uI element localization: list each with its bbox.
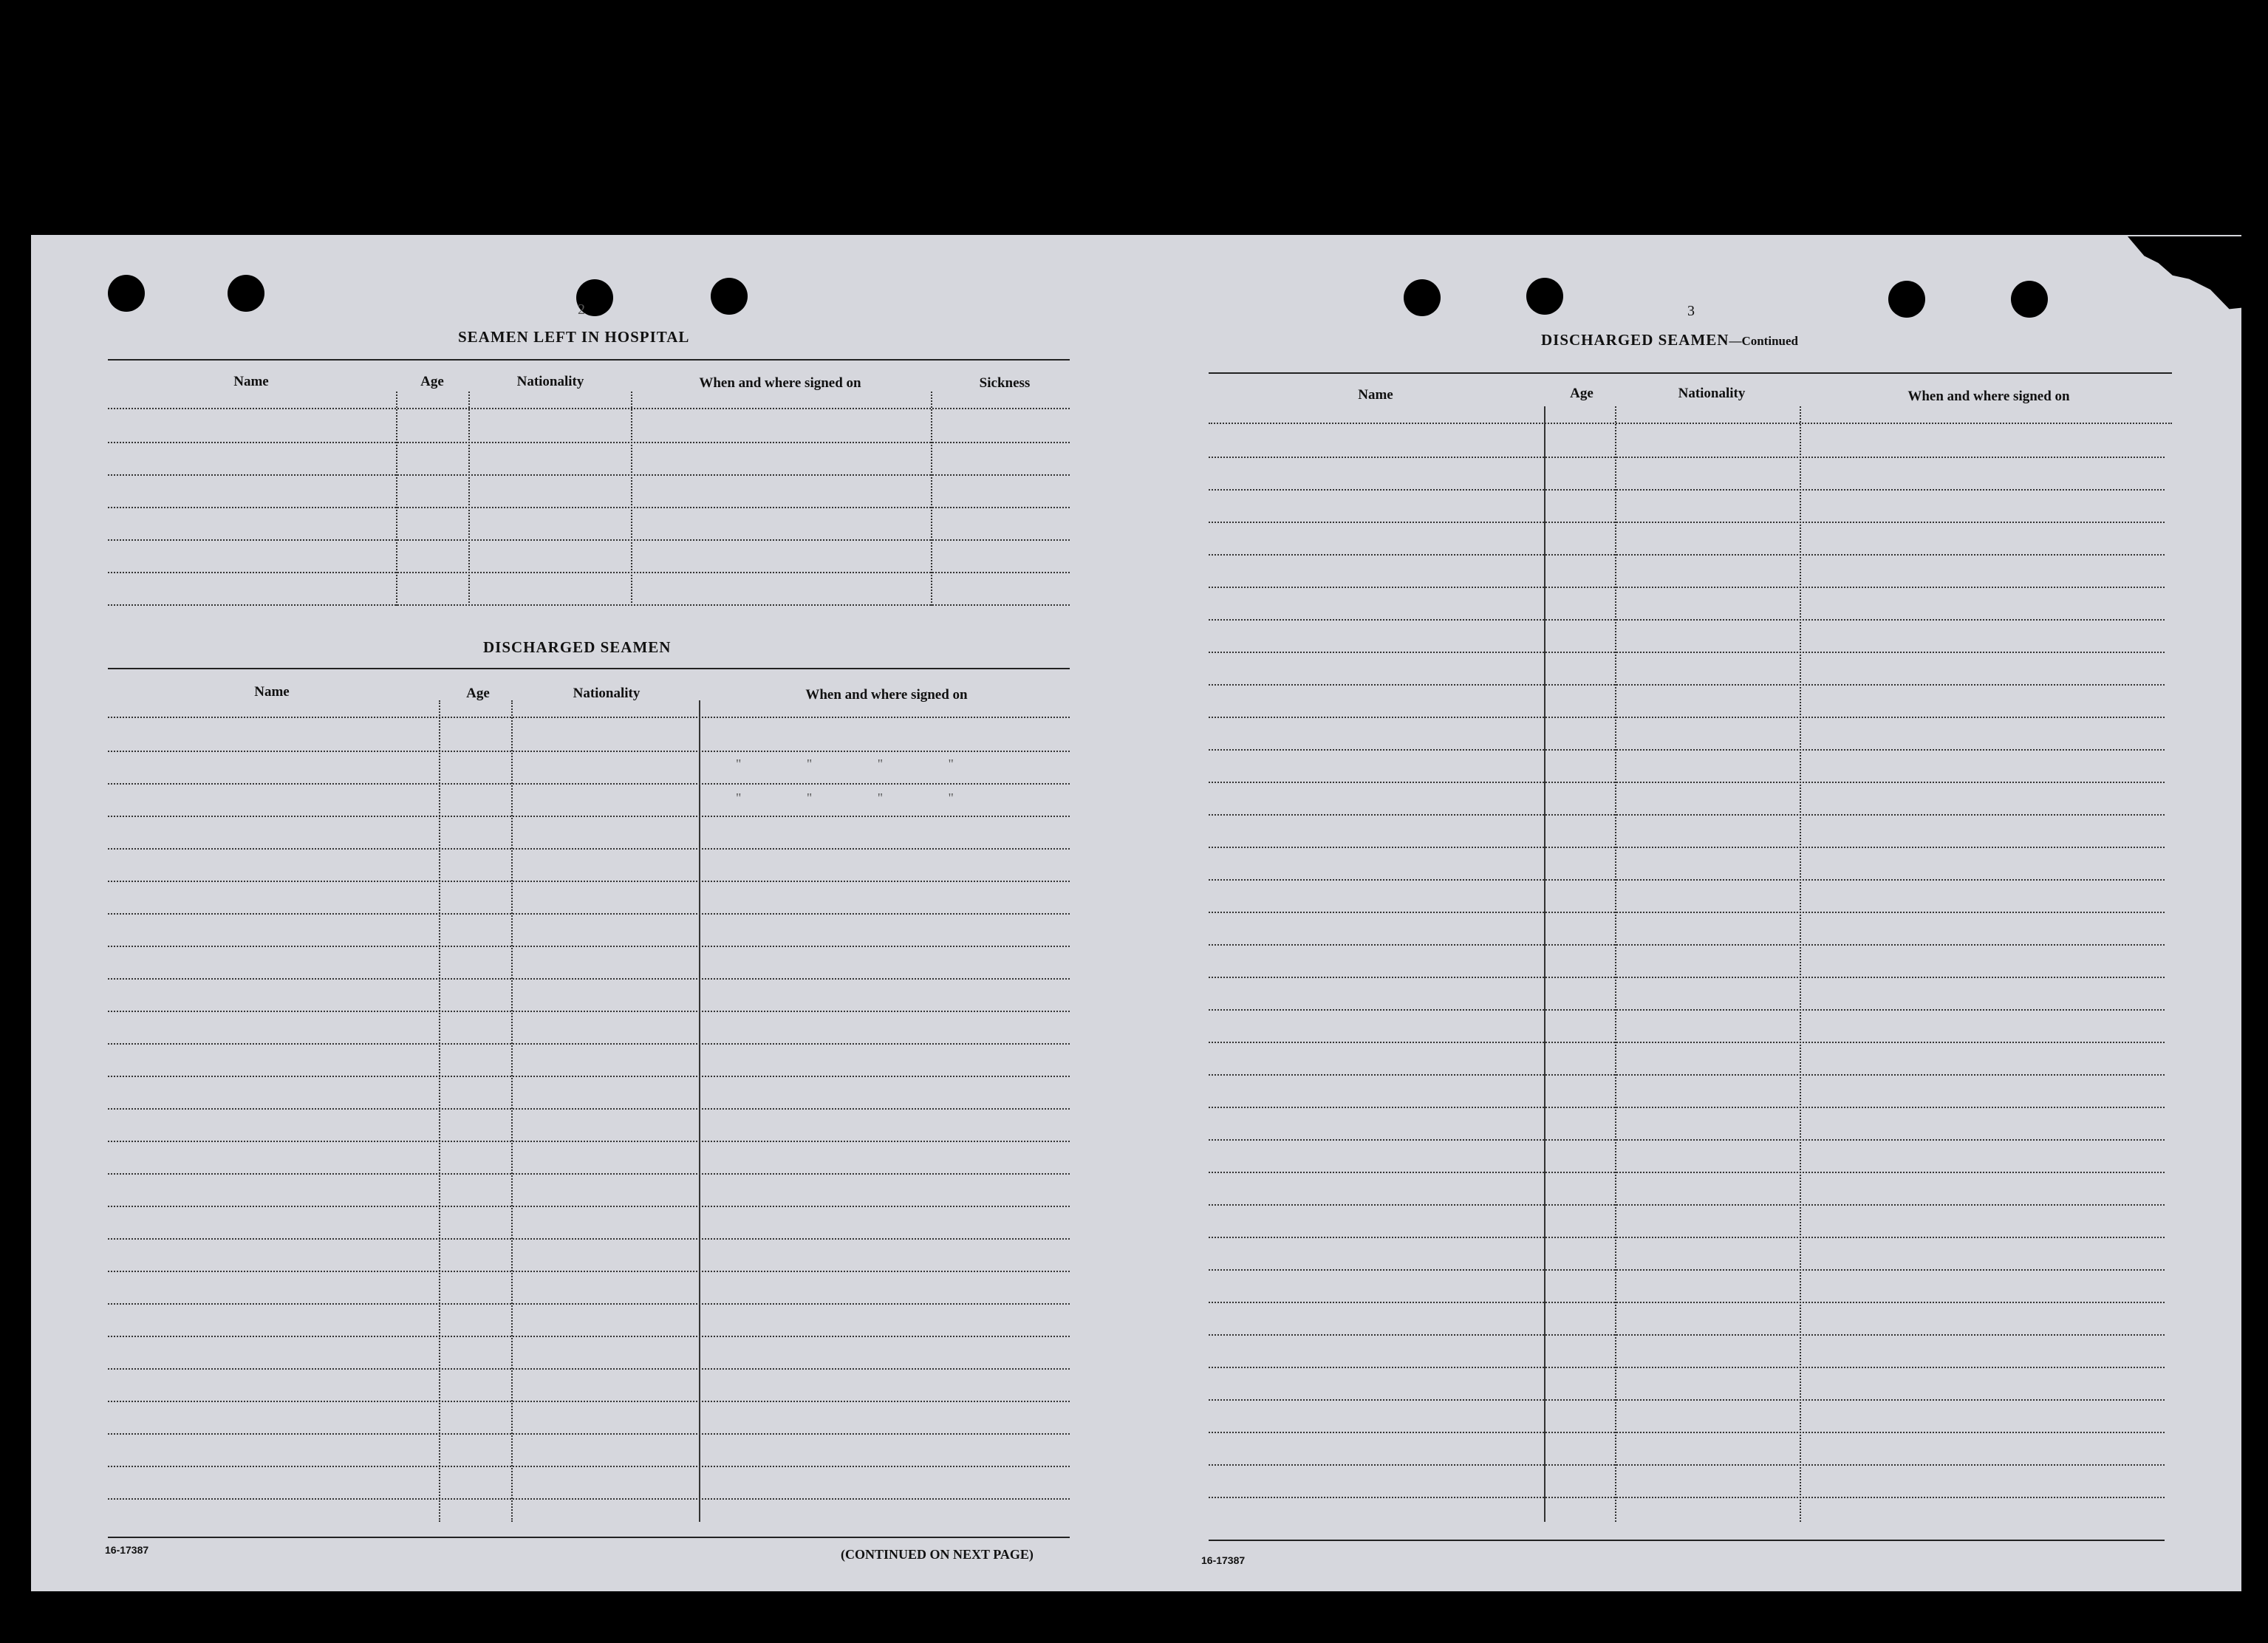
punch-hole — [2011, 281, 2048, 318]
page-number: 2 — [578, 301, 585, 318]
table-row-line — [1209, 1204, 2165, 1206]
table-row-line — [108, 507, 1070, 508]
table-column-line — [631, 392, 632, 606]
table-row-line — [108, 946, 1070, 947]
column-nationality: Nationality — [516, 374, 584, 389]
punch-hole — [1526, 278, 1563, 315]
column-name: Name — [233, 374, 269, 389]
table-column-line — [1544, 406, 1545, 1522]
table-row-line — [1209, 1107, 2165, 1108]
column-age: Age — [1570, 386, 1594, 401]
table-row-line — [108, 848, 1070, 850]
table-row-line — [108, 978, 1070, 980]
table-row-line — [108, 1401, 1070, 1402]
table-column-line — [396, 392, 397, 606]
table-row-line — [1209, 1009, 2165, 1011]
table-row-line — [1209, 652, 2165, 653]
right-bottom-rule — [1209, 1540, 2165, 1541]
table-row-line — [108, 816, 1070, 817]
table-row-line — [108, 1011, 1070, 1012]
column-when-where: When and where signed on — [699, 375, 861, 391]
table-row-line — [108, 913, 1070, 915]
table-row-line — [108, 442, 1070, 443]
column-name: Name — [1358, 387, 1393, 403]
discharged-top-rule — [108, 668, 1070, 669]
discharged-continued-title — [1541, 331, 1798, 349]
table-row-line — [1209, 1399, 2165, 1401]
table-row-line — [108, 1173, 1070, 1175]
table-column-line — [931, 392, 932, 606]
table-row-line — [108, 572, 1070, 573]
table-row-line — [1209, 1432, 2165, 1433]
table-row-line — [108, 1336, 1070, 1337]
table-row-line — [108, 1466, 1070, 1467]
table-row-line — [1209, 944, 2165, 946]
table-column-line — [699, 700, 700, 1522]
table-row-line — [1209, 619, 2165, 621]
column-nationality: Nationality — [1678, 386, 1746, 401]
table-row-line — [1209, 1367, 2165, 1368]
table-row-line — [108, 881, 1070, 882]
table-row-line — [1209, 1042, 2165, 1043]
table-row-line — [1209, 977, 2165, 978]
table-row-line — [108, 1076, 1070, 1077]
table-row-line — [108, 783, 1070, 785]
table-column-line — [1615, 406, 1616, 1522]
table-row-line — [1209, 1497, 2165, 1498]
table-row-line — [1209, 1074, 2165, 1076]
table-row-line — [1209, 1269, 2165, 1271]
table-row-line — [1209, 1302, 2165, 1303]
table-row-line — [108, 1141, 1070, 1142]
table-row-line — [108, 1303, 1070, 1305]
right-top-rule — [1209, 372, 2172, 374]
form-number: 16-17387 — [105, 1544, 149, 1556]
column-name: Name — [254, 684, 290, 700]
discharged-header-rule — [108, 717, 1070, 718]
table-row-line — [1209, 457, 2165, 458]
table-row-line — [1209, 587, 2165, 588]
table-row-line — [108, 1368, 1070, 1370]
table-row-line — [108, 1498, 1070, 1500]
table-column-line — [439, 700, 440, 1522]
column-age: Age — [420, 374, 444, 389]
table-row-line — [108, 1043, 1070, 1045]
right-header-rule — [1209, 423, 2172, 424]
table-row-line — [1209, 814, 2165, 816]
hospital-top-rule — [108, 359, 1070, 361]
table-row-line — [1209, 717, 2165, 718]
discharged-section-title: DISCHARGED SEAMEN — [483, 638, 672, 656]
table-column-line — [511, 700, 513, 1522]
punch-hole — [228, 275, 264, 312]
table-row-line — [1209, 749, 2165, 751]
table-row-line — [108, 1206, 1070, 1207]
column-sickness: Sickness — [979, 375, 1031, 391]
table-row-line — [1209, 1334, 2165, 1336]
punch-hole — [108, 275, 145, 312]
table-row-line — [1209, 1139, 2165, 1141]
table-row-line — [1209, 1464, 2165, 1466]
table-row-line — [1209, 879, 2165, 881]
column-nationality: Nationality — [573, 686, 641, 701]
continued-suffix: —Continued — [1729, 334, 1798, 348]
hospital-header-rule — [108, 408, 1070, 409]
continued-note: (CONTINUED ON NEXT PAGE) — [841, 1547, 1034, 1562]
hospital-section-title: SEAMEN LEFT IN HOSPITAL — [458, 328, 690, 346]
page-number: 3 — [1687, 303, 1695, 319]
left-bottom-rule — [108, 1537, 1070, 1538]
table-row-line — [108, 474, 1070, 476]
table-row-line — [1209, 1172, 2165, 1173]
table-column-line — [1800, 406, 1801, 1522]
table-row-line — [1209, 847, 2165, 848]
punch-hole — [711, 278, 748, 315]
ditto-marks: " " " " — [736, 790, 985, 805]
table-row-line — [108, 1238, 1070, 1240]
table-row-line — [1209, 522, 2165, 523]
discharged-continued-title-text: DISCHARGED SEAMEN — [1541, 331, 1729, 349]
table-row-line — [1209, 912, 2165, 913]
table-row-line — [108, 604, 1070, 606]
table-row-line — [108, 1271, 1070, 1272]
column-when-where: When and where signed on — [805, 687, 968, 703]
column-age: Age — [466, 686, 490, 701]
table-row-line — [1209, 782, 2165, 783]
table-row-line — [108, 1108, 1070, 1110]
table-row-line — [1209, 489, 2165, 491]
table-row-line — [1209, 684, 2165, 686]
table-row-line — [108, 539, 1070, 541]
table-row-line — [1209, 1237, 2165, 1238]
column-when-where: When and where signed on — [1907, 389, 2070, 404]
punch-hole — [1888, 281, 1925, 318]
table-row-line — [108, 1433, 1070, 1435]
form-number: 16-17387 — [1201, 1554, 1246, 1566]
table-column-line — [468, 392, 470, 606]
table-row-line — [1209, 554, 2165, 556]
punch-hole — [1404, 279, 1441, 316]
table-row-line — [108, 751, 1070, 752]
ditto-marks: " " " " — [736, 756, 985, 771]
